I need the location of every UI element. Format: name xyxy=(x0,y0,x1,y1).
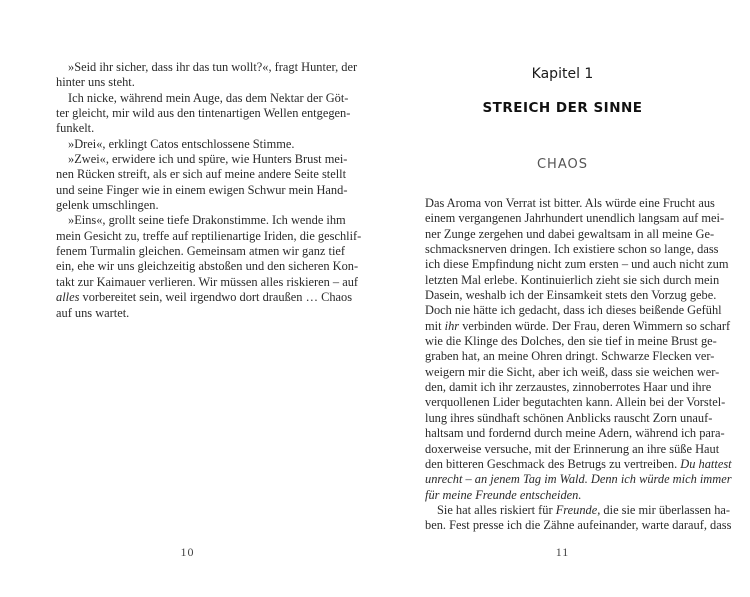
text-line: »Zwei«, erwidere ich und spüre, wie Hunters Brust mei- xyxy=(68,152,348,167)
text-line: gelenk umschlingen. xyxy=(56,198,159,213)
text-line: ner Zunge zergehen und dabei gewaltsam in all meine Ge- xyxy=(425,226,715,241)
emphasis: ihr xyxy=(444,318,460,333)
text-line: den, damit ich ihr zerzaustes, zinnoberrotes Haar und ihre xyxy=(425,380,712,395)
text-line xyxy=(425,488,696,503)
emphasis: alles xyxy=(56,290,80,305)
section-title: CHAOS xyxy=(536,157,588,172)
text-line: »Seid ihr sicher, dass ihr das tun wollt?«, fragt Hunter, der xyxy=(68,60,358,74)
emphasis: Freunde xyxy=(555,502,598,517)
text-line: weigern mir die Sicht, aber ich weiß, dass sie weichen wer- xyxy=(425,364,720,379)
text-line: »Eins«, grollt seine tiefe Drakonstimme. Ich wende ihm xyxy=(68,213,346,228)
text-line: letzten Mal erlebe. Kontinuierlich zieht sie sich durch mein xyxy=(425,272,720,287)
text-line: mein Gesicht zu, treffe auf reptilienartige Iriden, die geschlif- xyxy=(56,228,362,243)
text-line: Ich nicke, während mein Auge, das dem Nektar der Göt- xyxy=(68,90,349,105)
text-line: den bitteren Geschmack des Betrugs zu vertreiben. Du hattest xyxy=(425,456,732,471)
text-line: Doch nie hätte ich gedacht, dass ich dieses beißende Gefühl xyxy=(425,303,722,318)
text-line: doxerweise versuche, mit der Erinnerung an ihre süße Haut xyxy=(425,441,720,456)
text-line xyxy=(425,472,732,487)
chapter-label: Kapitel 1 xyxy=(531,66,594,82)
text-line: Dasein, weshalb ich der Einsamkeit stets den Vorzug gebe. xyxy=(425,288,717,303)
text-line: ich diese Empfindung nicht zum ersten – und auch nicht zum xyxy=(425,257,729,272)
right-page-body xyxy=(425,196,732,534)
emphasis: unrecht – an jenem Tag im Wald. Denn ich würde mich immer xyxy=(425,472,732,487)
text-line: takt zur Kaimauer verlieren. Wir müssen alles riskieren – auf xyxy=(56,274,359,289)
emphasis: Du hattest xyxy=(680,456,732,471)
emphasis: für meine Freunde entscheiden. xyxy=(425,487,582,502)
text-line: hinter uns steht. xyxy=(56,75,135,90)
text-line: »Drei«, erklingt Catos entschlossene Stimme. xyxy=(68,136,295,151)
text-line: verquollenen Lider begutachten kann. Allein bei der Vorstel- xyxy=(425,395,726,410)
text-line: graben hat, an meine Ohren dringt. Schwarze Flecken ver- xyxy=(425,349,715,364)
page-number-right: 11 xyxy=(555,545,570,559)
text-line: ben. Fest presse ich die Zähne aufeinander, warte darauf, dass xyxy=(425,518,732,533)
chapter-title: STREICH DER SINNE xyxy=(482,100,643,116)
text-line: funkelt. xyxy=(56,121,95,136)
text-line: fenem Turmalin gleichen. Gemeinsam atmen wir ganz tief xyxy=(56,244,346,259)
text-line: und seine Finger wie in einem ewigen Schwur mein Hand- xyxy=(56,182,348,197)
text-line: Das Aroma von Verrat ist bitter. Als würde eine Frucht aus xyxy=(425,196,715,210)
text-line: wie die Klinge des Dolches, den sie tief in meine Brust ge- xyxy=(425,334,717,349)
text-line: lung ihres sündhaft schönen Anblicks rauscht Zorn unauf- xyxy=(425,410,713,425)
left-page-body xyxy=(56,60,362,321)
text-line: haltsam und fordernd durch meine Adern, während ich para- xyxy=(425,426,725,441)
text-line: auf uns wartet. xyxy=(56,305,130,320)
text-line: schmacksnerven dringen. Ich existiere schon so lange, dass xyxy=(425,242,719,257)
text-line: ein, ehe wir uns gleichzeitig abstoßen und den sicheren Kon- xyxy=(56,259,359,274)
text-line: nen Rücken streift, als er sich auf meine andere Seite stellt xyxy=(56,167,347,182)
text-line: alles vorbereitet sein, weil irgendwo dort draußen … Chaos xyxy=(56,290,353,305)
right-page xyxy=(375,0,750,597)
text-line: Sie hat alles riskiert für Freunde, die sie mir überlassen ha- xyxy=(437,502,731,517)
text-line: ter gleicht, mir wild aus den tintenartigen Wellen entgegen- xyxy=(56,106,351,121)
text-line: einem vergangenen Jahrhundert unendlich langsam auf mei- xyxy=(425,211,725,226)
page-number-left: 10 xyxy=(180,545,195,559)
text-line: mit ihr verbinden würde. Der Frau, deren Wimmern so scharf xyxy=(425,318,731,333)
